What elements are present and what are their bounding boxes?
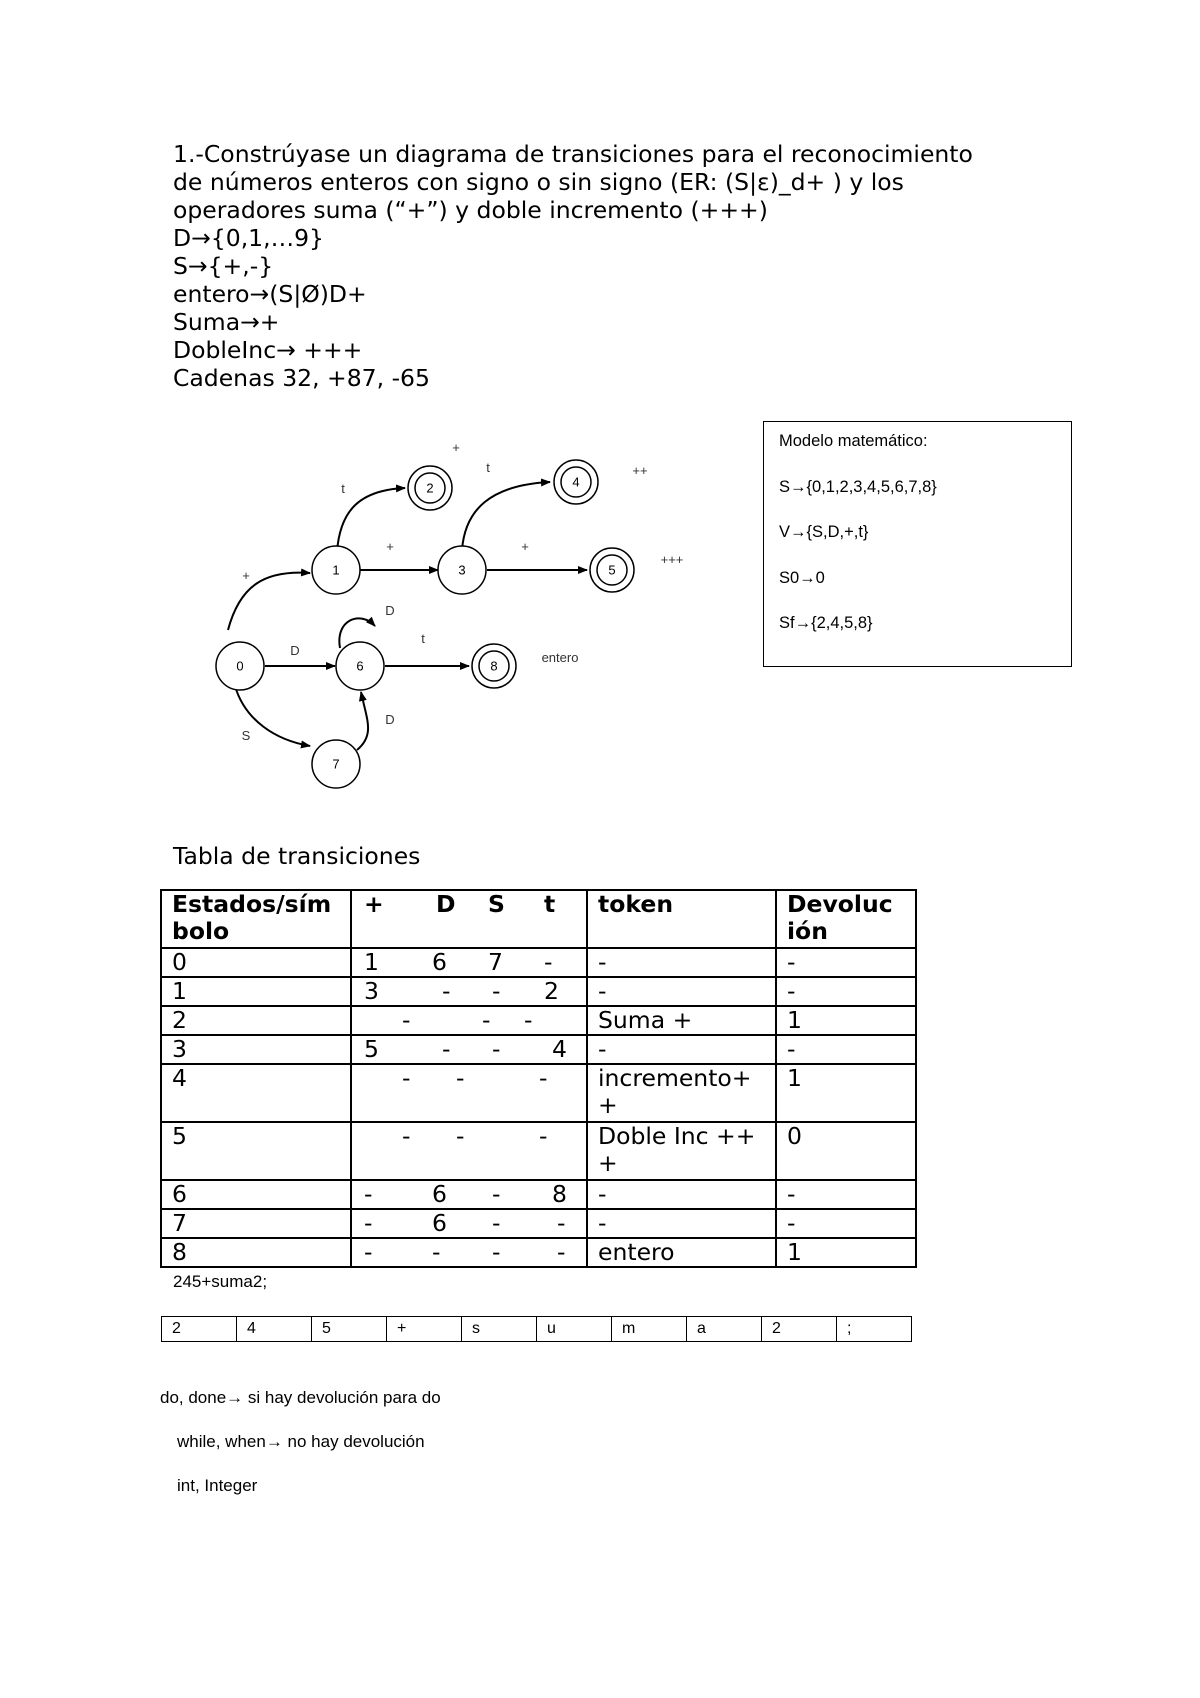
edge-label: t	[341, 481, 345, 496]
cell-d: -	[402, 1006, 411, 1034]
state-label: 4	[572, 474, 580, 490]
state-label: 6	[356, 658, 364, 674]
cell-t: 4	[552, 1035, 567, 1063]
cell-token-line: +	[598, 1149, 618, 1177]
cell-token: -	[587, 1180, 776, 1209]
table-row	[161, 948, 916, 977]
cell-token-line: +	[598, 1091, 618, 1119]
cell-d: -	[402, 1122, 411, 1150]
cell-symbols	[351, 1122, 587, 1180]
cell-s: -	[492, 1035, 501, 1063]
char-cell: 5	[312, 1317, 387, 1342]
cell-token: -	[587, 1209, 776, 1238]
cell-t: -	[524, 1006, 533, 1034]
cell-token	[587, 1064, 776, 1122]
cell-plus: -	[364, 1209, 373, 1237]
intro-line: entero→(S|Ø)D+	[173, 280, 367, 308]
header-text: Devoluc	[787, 890, 893, 918]
intro-line: D→{0,1,…9}	[173, 224, 324, 252]
transition-table	[160, 889, 917, 1268]
char-buffer-row	[162, 1317, 912, 1342]
cell-dev: -	[776, 1035, 916, 1064]
cell-symbols	[351, 1238, 587, 1267]
cell-plus: 3	[364, 977, 379, 1005]
example-input: 245+suma2;	[173, 1272, 268, 1291]
cell-d: -	[432, 1238, 441, 1266]
cell-d: -	[402, 1064, 411, 1092]
char-cell: u	[537, 1317, 612, 1342]
header-text: bolo	[172, 917, 230, 945]
intro-line: de números enteros con signo o sin signo (ER: (S|ε)_d+ ) y los	[173, 168, 904, 196]
char-cell: +	[387, 1317, 462, 1342]
note-line: do, done→ si hay devolución para do	[160, 1388, 441, 1407]
note-line: while, when→ no hay devolución	[177, 1432, 425, 1451]
model-line: V→{S,D,+,t}	[779, 523, 869, 541]
table-row	[161, 1006, 916, 1035]
state-label: 3	[458, 562, 466, 578]
edge-label: t	[421, 631, 425, 646]
edge-label: D	[385, 603, 395, 618]
edge-label: +	[386, 539, 394, 554]
cell-d: 6	[432, 1180, 447, 1208]
header-estados	[161, 890, 351, 948]
cell-dev: 0	[776, 1122, 916, 1180]
cell-dev: -	[776, 1209, 916, 1238]
cell-symbols	[351, 977, 587, 1006]
model-line: S0→0	[779, 569, 825, 587]
cell-state: 7	[161, 1209, 351, 1238]
header-token: token	[587, 890, 776, 948]
edge-label: D	[290, 643, 300, 658]
cell-state: 8	[161, 1238, 351, 1267]
table-header-row	[161, 890, 916, 948]
cell-t: -	[557, 1238, 566, 1266]
header-t: t	[544, 890, 556, 918]
cell-symbols	[351, 1180, 587, 1209]
state-label: 2	[426, 480, 434, 496]
char-buffer-table	[161, 1316, 912, 1342]
table-row	[161, 1064, 916, 1122]
intro-line: Cadenas 32, +87, -65	[173, 364, 430, 392]
char-cell: 2	[762, 1317, 837, 1342]
header-plus: +	[364, 890, 384, 918]
state-label: 5	[608, 562, 616, 578]
cell-t: -	[539, 1064, 548, 1092]
edge-label: D	[385, 712, 395, 727]
intro-line: S→{+,-}	[173, 252, 274, 280]
cell-dev: -	[776, 948, 916, 977]
header-text: Estados/sím	[172, 890, 332, 918]
cell-token: entero	[587, 1238, 776, 1267]
cell-s: -	[456, 1122, 465, 1150]
annotation: +	[452, 440, 460, 455]
cell-symbols	[351, 1006, 587, 1035]
cell-s: -	[492, 1180, 501, 1208]
note-line: int, Integer	[177, 1476, 258, 1495]
math-model-box	[763, 421, 1072, 667]
problem-statement	[173, 140, 973, 392]
header-d: D	[436, 890, 456, 918]
char-cell: a	[687, 1317, 762, 1342]
edge-3-4	[462, 482, 550, 550]
char-cell: s	[462, 1317, 537, 1342]
cell-s: -	[492, 977, 501, 1005]
char-cell: m	[612, 1317, 687, 1342]
header-symbols	[351, 890, 587, 948]
edge-0-1	[228, 573, 310, 630]
annotation: entero	[541, 650, 579, 665]
cell-token: -	[587, 977, 776, 1006]
transition-diagram	[200, 430, 720, 800]
cell-state: 4	[161, 1064, 351, 1122]
table-row	[161, 1035, 916, 1064]
intro-line: DobleInc→ +++	[173, 336, 363, 364]
cell-s: 7	[488, 948, 503, 976]
cell-dev: -	[776, 1180, 916, 1209]
cell-d: -	[442, 977, 451, 1005]
cell-dev: 1	[776, 1006, 916, 1035]
cell-state: 0	[161, 948, 351, 977]
cell-symbols	[351, 948, 587, 977]
state-label: 1	[332, 562, 340, 578]
char-cell: 4	[237, 1317, 312, 1342]
table-row	[161, 1238, 916, 1267]
intro-line: operadores suma (“+”) y doble incremento (+++)	[173, 196, 768, 224]
state-label: 8	[490, 658, 498, 674]
model-line: S→{0,1,2,3,4,5,6,7,8}	[779, 478, 937, 496]
cell-symbols	[351, 1209, 587, 1238]
cell-token	[587, 1122, 776, 1180]
cell-s: -	[482, 1006, 491, 1034]
table-title: Tabla de transiciones	[173, 842, 421, 870]
cell-s: -	[492, 1209, 501, 1237]
cell-state: 2	[161, 1006, 351, 1035]
state-label: 0	[236, 658, 244, 674]
cell-plus: -	[364, 1180, 373, 1208]
cell-dev: 1	[776, 1064, 916, 1122]
table-row	[161, 1180, 916, 1209]
cell-plus: 1	[364, 948, 379, 976]
annotation: ++	[632, 463, 648, 478]
cell-state: 1	[161, 977, 351, 1006]
cell-symbols	[351, 1035, 587, 1064]
table-row	[161, 1122, 916, 1180]
edge-label: +	[521, 539, 529, 554]
cell-s: -	[492, 1238, 501, 1266]
edge-1-2	[337, 488, 405, 552]
table-row	[161, 977, 916, 1006]
intro-line: Suma→+	[173, 308, 280, 336]
cell-t: -	[544, 948, 553, 976]
state-label: 7	[332, 756, 340, 772]
cell-t: 8	[552, 1180, 567, 1208]
cell-s: -	[456, 1064, 465, 1092]
cell-t: -	[539, 1122, 548, 1150]
cell-dev: -	[776, 977, 916, 1006]
edge-label: t	[486, 460, 490, 475]
table-row	[161, 1209, 916, 1238]
cell-token-line: Doble Inc ++	[598, 1122, 756, 1150]
cell-token-line: incremento+	[598, 1064, 752, 1092]
model-line: Sf→{2,4,5,8}	[779, 614, 873, 632]
char-cell: 2	[162, 1317, 237, 1342]
cell-t: -	[557, 1209, 566, 1237]
edge-label: S	[241, 728, 251, 743]
char-cell: ;	[837, 1317, 912, 1342]
edge-7-6	[357, 692, 368, 750]
model-title: Modelo matemático:	[779, 432, 928, 450]
intro-line: 1.-Constrúyase un diagrama de transiciones para el reconocimiento	[173, 140, 973, 168]
header-devolucion	[776, 890, 916, 948]
cell-state: 3	[161, 1035, 351, 1064]
cell-state: 6	[161, 1180, 351, 1209]
cell-d: 6	[432, 948, 447, 976]
cell-symbols	[351, 1064, 587, 1122]
cell-token: -	[587, 1035, 776, 1064]
header-text: ión	[787, 917, 828, 945]
annotation: +++	[660, 552, 684, 567]
cell-token: Suma +	[587, 1006, 776, 1035]
edge-label: +	[242, 568, 250, 583]
cell-token: -	[587, 948, 776, 977]
cell-plus: -	[364, 1238, 373, 1266]
cell-plus: 5	[364, 1035, 379, 1063]
cell-d: -	[442, 1035, 451, 1063]
cell-dev: 1	[776, 1238, 916, 1267]
cell-t: 2	[544, 977, 559, 1005]
header-s: S	[488, 890, 505, 918]
cell-d: 6	[432, 1209, 447, 1237]
cell-state: 5	[161, 1122, 351, 1180]
